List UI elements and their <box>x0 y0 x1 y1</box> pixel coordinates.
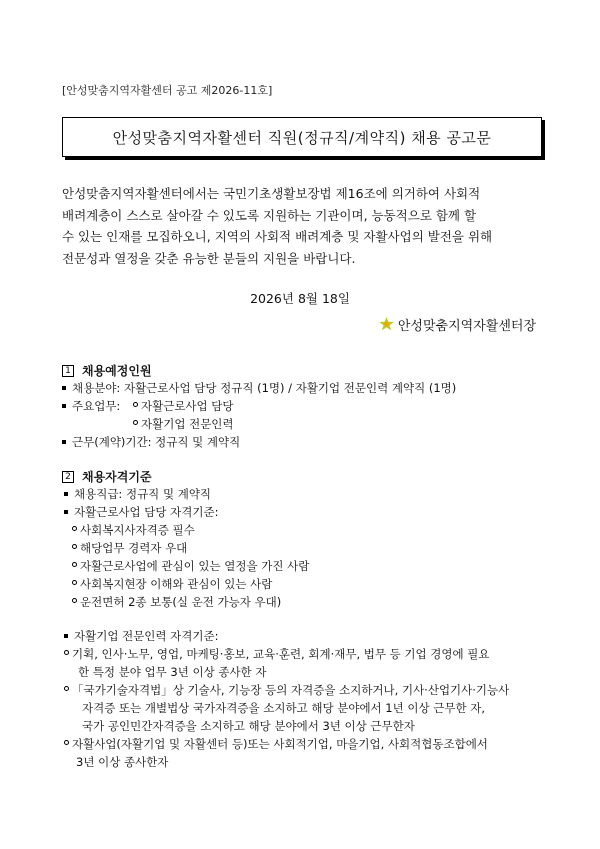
square-bullet-icon <box>62 386 66 390</box>
intro-line: 수 있는 인재를 모집하오니, 지역의 사회적 배려계층 및 자활사업의 발전을 위해 <box>62 229 493 244</box>
section-2-heading <box>62 468 152 485</box>
intro-line: 전문성과 열정을 갖춘 유능한 분들의 지원을 바랍니다. <box>62 250 356 266</box>
organization-name: 안성맞춤지역자활센터장 <box>397 319 536 334</box>
intro-line: 배려계층이 스스로 살아갈 수 있도록 지원하는 기관이며, 능동적으로 함께 할 <box>62 207 477 223</box>
notice-title-box <box>62 117 542 157</box>
circle-bullet-icon <box>72 544 77 549</box>
square-bullet-icon <box>64 492 68 496</box>
job-rank-line: 채용직급: 정규직 및 계약직 <box>64 486 211 502</box>
notice-title: 안성맞춤지역자활센터 직원(정규직/계약직) 채용 공고문 <box>112 128 492 147</box>
qualification-item-continued: 국가 공인민간자격증을 소지하고 해당 분야에서 3년 이상 근무한자 <box>82 719 415 733</box>
qualification-item: 자활사업(자활기업 및 자활센터 등)또는 사회적기업, 마을기업, 사회적협동조합에서 <box>64 736 488 752</box>
work-period-text: 근무(계약)기간: 정규직 및 계약직 <box>72 435 241 449</box>
qualification-item: 운전면허 2종 보통(실 운전 가능자 우대) <box>72 594 281 610</box>
square-bullet-icon <box>64 510 68 514</box>
work-period-line <box>62 434 240 450</box>
square-bullet-icon <box>64 634 68 638</box>
qualification-item-continued: 3년 이상 종사한자 <box>76 755 169 769</box>
qualification-item: 해당업무 경력자 우대 <box>72 540 187 556</box>
main-duty-label: 주요업무: <box>72 399 121 413</box>
section-2-title: 채용자격기준 <box>82 470 152 484</box>
circle-bullet-icon <box>72 562 77 567</box>
square-bullet-icon <box>62 404 66 408</box>
intro-paragraph <box>62 183 540 269</box>
qualification-item: 「국가기술자격법」상 기술사, 기능장 등의 자격증을 소지하거나, 기사·산업기사·기능사 <box>64 682 509 698</box>
circle-bullet-icon <box>64 650 69 655</box>
section-1-number: 1 <box>62 365 74 377</box>
organization-logo-icon <box>378 317 395 332</box>
circle-bullet-icon <box>133 402 138 407</box>
section-2-number: 2 <box>62 471 74 483</box>
circle-bullet-icon <box>64 740 69 745</box>
section-1-heading <box>62 362 152 379</box>
qualification-item: 사회복지사자격증 필수 <box>72 522 195 538</box>
organization-signature <box>378 315 536 334</box>
notice-number: [안성맞춤지역자활센터 공고 제2026-11호] <box>62 84 273 97</box>
circle-bullet-icon <box>72 526 77 531</box>
recruit-field-line <box>62 380 456 396</box>
qualification-item-continued: 자격증 또는 개별법상 국가자격증을 소지하고 해당 분야에서 1년 이상 근무한 자, <box>82 701 486 715</box>
main-duty-item: 자활기업 전문인력 <box>133 416 234 432</box>
main-duty-line <box>62 398 120 414</box>
circle-bullet-icon <box>133 420 138 425</box>
main-duty-item: 자활근로사업 담당 <box>133 398 234 414</box>
qualification-item: 자활근로사업에 관심이 있는 열정을 가진 사람 <box>72 558 309 574</box>
section-1-title: 채용예정인원 <box>82 364 152 378</box>
qualification-a-heading: 자활근로사업 담당 자격기준: <box>64 504 219 520</box>
qualification-item-continued: 한 특정 분야 업무 3년 이상 종사한 자 <box>78 665 267 679</box>
square-bullet-icon <box>62 440 66 444</box>
circle-bullet-icon <box>72 580 77 585</box>
qualification-b-heading: 자활기업 전문인력 자격기준: <box>64 628 219 644</box>
qualification-item: 사회복지현장 이해와 관심이 있는 사람 <box>72 576 272 592</box>
circle-bullet-icon <box>72 598 77 603</box>
notice-date: 2026년 8월 18일 <box>250 291 350 306</box>
recruit-field-text: 채용분야: 자활근로사업 담당 정규직 (1명) / 자활기업 전문인력 계약직 (1명) <box>72 381 457 395</box>
circle-bullet-icon <box>64 686 69 691</box>
qualification-item: 기획, 인사·노무, 영업, 마케팅·홍보, 교육·훈련, 회계·재무, 법무 등 기업 경영에 필요 <box>64 646 490 662</box>
intro-line: 안성맞춤지역자활센터에서는 국민기초생활보장법 제16조에 의거하여 사회적 <box>62 186 481 201</box>
